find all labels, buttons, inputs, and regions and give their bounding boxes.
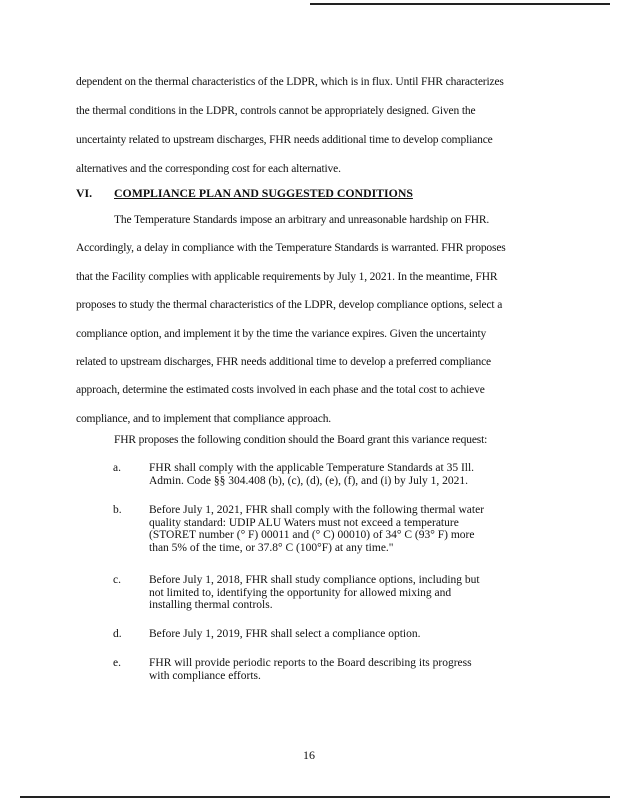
condition-letter: c. <box>113 574 121 586</box>
section-number: VI. <box>76 186 93 200</box>
text-line: alternatives and the corresponding cost for each alternative. <box>76 163 341 175</box>
text-line: FHR shall comply with the applicable Temperature Standards at 35 Ill. <box>149 462 475 474</box>
text-line: with compliance efforts. <box>149 669 261 682</box>
text-line: FHR proposes the following condition should the Board grant this variance request: <box>114 434 488 446</box>
text-line: FHR will provide periodic reports to the Board describing its progress <box>149 657 472 669</box>
text-line: that the Facility complies with applicable requirements by July 1, 2021. In the meantime, FHR <box>76 270 498 283</box>
text-line: (STORET number (° F) 00011 and (° C) 00010) of 34° C (93° F) more <box>149 529 475 541</box>
text-line: quality standard: UDIP ALU Waters must not exceed a temperature <box>149 516 459 529</box>
text-line: The Temperature Standards impose an arbitrary and unreasonable hardship on FHR. <box>114 214 490 226</box>
text-line: Admin. Code §§ 304.408 (b), (c), (d), (e), (f), and (i) by July 1, 2021. <box>149 474 469 487</box>
text-line: proposes to study the thermal characteristics of the LDPR, develop compliance options, select a <box>76 299 503 312</box>
conditions-intro <box>114 434 584 447</box>
condition-letter: e. <box>113 657 121 669</box>
text-line: than 5% of the time, or 37.8° C (100°F) at any time." <box>149 541 394 554</box>
text-line: Before July 1, 2018, FHR shall study compliance options, including but <box>149 574 480 586</box>
text-line: compliance, and to implement that compliance approach. <box>76 412 332 425</box>
text-line: compliance option, and implement it by the time the variance expires. Given the uncertainty <box>76 327 487 340</box>
text-line: Before July 1, 2019, FHR shall select a compliance option. <box>149 628 421 640</box>
condition-letter: a. <box>113 462 121 474</box>
text-line: uncertainty related to upstream discharges, FHR needs additional time to develop compliance <box>76 134 493 146</box>
condition-letter: d. <box>113 628 122 640</box>
text-line: not limited to, identifying the opportunity for allowed mixing and <box>149 586 452 599</box>
condition-letter: b. <box>113 504 122 516</box>
text-line: approach, determine the estimated costs involved in each phase and the total cost to achieve <box>76 384 485 397</box>
intro-paragraph <box>76 76 546 176</box>
top-scan-border <box>310 3 610 5</box>
text-line: the thermal conditions in the LDPR, controls cannot be appropriately designed. Given the <box>76 105 476 117</box>
compliance-paragraph <box>76 214 546 426</box>
text-line: Before July 1, 2021, FHR shall comply with the following thermal water <box>149 504 485 516</box>
text-line: Accordingly, a delay in compliance with the Temperature Standards is warranted. FHR proposes <box>76 242 506 255</box>
page-number: 16 <box>303 748 315 762</box>
section-title: COMPLIANCE PLAN AND SUGGESTED CONDITIONS <box>114 186 413 200</box>
text-line: installing thermal controls. <box>149 599 273 611</box>
text-line: related to upstream discharges, FHR needs additional time to develop a preferred compliance <box>76 355 492 368</box>
bottom-scan-border <box>20 796 610 798</box>
section-heading <box>76 186 413 201</box>
text-line: dependent on the thermal characteristics of the LDPR, which is in flux. Until FHR characterizes <box>76 76 504 88</box>
